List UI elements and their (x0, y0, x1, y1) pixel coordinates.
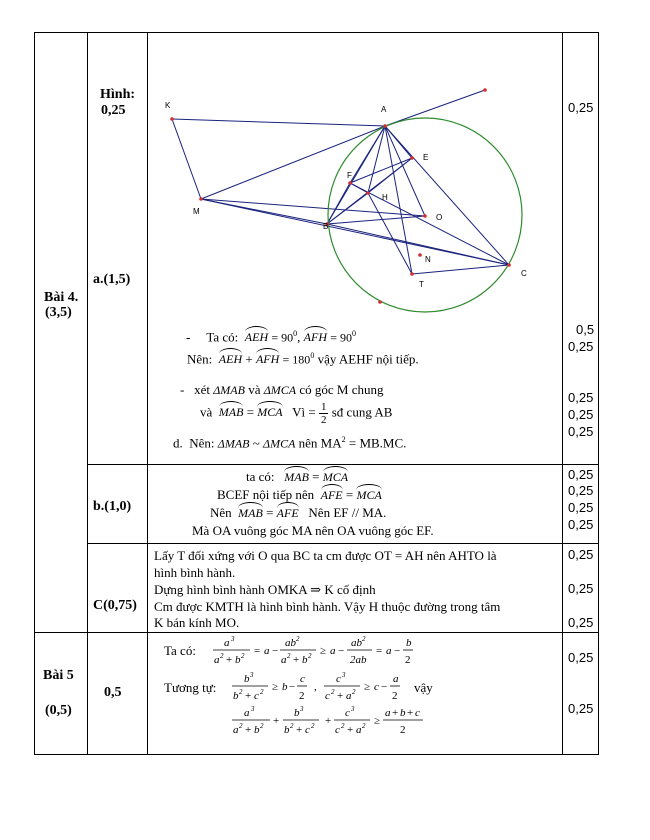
svg-text:3: 3 (300, 705, 304, 713)
plus: + (245, 351, 253, 367)
angle-mab-b: MAB (284, 470, 309, 484)
part-a-score-4: 0,25 (568, 407, 594, 422)
svg-text:3: 3 (231, 635, 235, 643)
svg-text:b: b (302, 654, 308, 666)
bullet-dash: - (186, 329, 191, 345)
segment-EH (368, 158, 412, 193)
svg-text:b: b (235, 654, 241, 666)
svg-text:2: 2 (331, 688, 335, 696)
table-border-bottom (34, 754, 599, 755)
label-F: F (347, 171, 352, 180)
eq-b3: = (266, 505, 274, 520)
svg-text:+: + (407, 707, 414, 719)
deg-c: 0 (310, 351, 315, 360)
col-line-1 (34, 32, 35, 755)
svg-text:≥: ≥ (272, 681, 279, 693)
svg-text:+: + (273, 715, 280, 727)
svg-text:2: 2 (311, 722, 315, 730)
label-H: H (382, 193, 388, 202)
point-R1 (483, 88, 487, 92)
svg-text:b: b (284, 724, 290, 736)
svg-text:+: + (347, 724, 354, 736)
svg-text:b: b (406, 637, 412, 649)
bai5-formula-1 (210, 634, 440, 670)
segment-BC (327, 224, 509, 265)
row-divider-ab (87, 464, 599, 465)
bai5-formula-3 (230, 704, 440, 740)
tri-mca-2: ΔMCA (263, 436, 296, 451)
point-H (366, 191, 370, 195)
label-K: K (165, 101, 171, 110)
angle-aef: AFE (276, 506, 299, 520)
row-divider-bc (87, 543, 599, 544)
label-A: A (381, 105, 387, 114)
svg-text:a: a (281, 654, 287, 666)
vi-text: Vì = (292, 404, 316, 420)
hinh-score: 0,25 (568, 100, 594, 115)
ef-parallel-ma: Nên EF // MA. (308, 505, 387, 520)
part-a-line5 (173, 432, 406, 451)
segment-BH (327, 193, 368, 224)
svg-text:b: b (244, 673, 250, 685)
svg-text:ab: ab (351, 637, 362, 649)
bai5-score-1: 0,25 (568, 650, 594, 665)
point-K (170, 117, 174, 121)
label-O: O (436, 213, 443, 222)
point-R2 (378, 300, 382, 304)
bai5-title: Bài 5 (43, 668, 74, 683)
svg-text:3: 3 (342, 671, 346, 679)
svg-text:−: − (338, 645, 345, 657)
segment-CT (412, 265, 509, 274)
segment-BO (327, 216, 425, 224)
svg-text:3: 3 (251, 705, 255, 713)
nen-ma: nên MA (298, 435, 342, 451)
bai5-score-2: 0,25 (568, 701, 594, 716)
svg-text:a: a (386, 645, 392, 657)
angle-aeh-2: AEH (218, 352, 243, 367)
svg-text:2: 2 (362, 722, 366, 730)
nen-text-2: Nên: (189, 435, 215, 451)
angle-mab-b2: MAB (238, 506, 263, 520)
segment-AF (350, 126, 385, 183)
svg-text:+: + (293, 654, 300, 666)
svg-text:+: + (337, 690, 344, 702)
part-b-score-3: 0,25 (568, 500, 594, 515)
svg-text:b: b (254, 724, 260, 736)
svg-text:a: a (224, 637, 230, 649)
bai5-points: (0,5) (45, 703, 72, 718)
svg-text:2: 2 (362, 635, 366, 643)
part-a-line1 (186, 326, 356, 345)
svg-text:2: 2 (290, 722, 294, 730)
svg-text:2ab: 2ab (350, 654, 367, 666)
eq90-b: = 90 (330, 330, 353, 345)
point-A (383, 124, 387, 128)
svg-text:+: + (392, 707, 399, 719)
label-E: E (423, 153, 429, 162)
svg-text:3: 3 (250, 671, 254, 679)
comma: , (297, 329, 301, 345)
segment-AO (385, 126, 425, 216)
segment-KA (172, 119, 385, 126)
svg-text:2: 2 (220, 652, 224, 660)
part-c-line2: hình bình hành. (154, 565, 236, 580)
svg-text:≥: ≥ (320, 645, 327, 657)
svg-text:+: + (226, 654, 233, 666)
one-half (319, 401, 329, 426)
bai5-tuongtu: Tương tự: (164, 680, 217, 695)
svg-text:2: 2 (260, 688, 264, 696)
sim-sign: ~ (252, 435, 260, 451)
svg-text:2: 2 (239, 688, 243, 696)
svg-text:c: c (336, 673, 341, 685)
svg-text:b: b (400, 707, 406, 719)
svg-text:c: c (345, 707, 350, 719)
svg-text:=: = (376, 645, 383, 657)
sd-cung-text: sđ cung AB (331, 404, 393, 420)
bai5-taco: Ta có: (164, 643, 196, 658)
label-T: T (419, 280, 424, 289)
eq180: = 180 (282, 352, 311, 367)
eq-mbmc: = MB.MC. (348, 435, 407, 451)
part-c-score-2: 0,25 (568, 581, 594, 596)
part-c-line1: Lấy T đối xứng với O qua BC ta cm được OT = AH nên AHTO là (154, 548, 497, 563)
svg-text:2: 2 (299, 690, 305, 702)
svg-text:2: 2 (405, 654, 411, 666)
hinh-points: 0,25 (101, 103, 126, 118)
angle-afh-2: AFH (255, 352, 280, 367)
angle-afe: AFE (320, 488, 343, 502)
svg-text:−: − (289, 681, 296, 693)
svg-text:c: c (415, 707, 420, 719)
svg-text:2: 2 (308, 652, 312, 660)
svg-text:ab: ab (285, 637, 296, 649)
svg-text:a: a (330, 645, 336, 657)
svg-text:a: a (233, 724, 239, 736)
point-O (423, 214, 427, 218)
deg-b: 0 (352, 329, 357, 338)
part-a-score-3: 0,25 (568, 390, 594, 405)
tri-mca: ΔMCA (263, 383, 297, 397)
part-c-line5: K bán kính MO. (154, 615, 240, 630)
bai5-col2: 0,5 (104, 685, 122, 700)
segment-AT (385, 126, 412, 274)
svg-text:c: c (300, 673, 305, 685)
label-B: B (323, 222, 329, 231)
part-c-label: C(0,75) (93, 598, 137, 613)
figure-segments (172, 90, 509, 274)
col-line-4 (562, 32, 563, 755)
point-N (418, 253, 422, 257)
bai5-vay: vậy (414, 680, 433, 695)
row-divider-bai5 (34, 632, 599, 633)
svg-text:2: 2 (287, 652, 291, 660)
d-prefix: d. (173, 435, 183, 451)
part-b-line2 (217, 487, 382, 503)
nen-text: Nên: (187, 351, 213, 367)
svg-text:2: 2 (296, 635, 300, 643)
svg-text:a: a (356, 724, 362, 736)
angle-mab: MAB (218, 405, 244, 420)
angle-aeh: AEH (244, 330, 269, 345)
label-C: C (521, 269, 527, 278)
va-text-2: và (200, 404, 213, 420)
bullet-dash-2: - (180, 382, 185, 397)
part-b-line4: Mà OA vuông góc MA nên OA vuông góc EF. (192, 523, 434, 538)
angle-mca-b2: MCA (356, 488, 382, 502)
angle-mca-b: MCA (322, 470, 349, 484)
part-b-line3 (210, 505, 386, 521)
segment-BF (327, 183, 350, 224)
geometry-figure (150, 80, 560, 320)
col-line-2 (87, 32, 88, 755)
vay-aehf: vậy AEHF nội tiếp. (317, 351, 419, 367)
part-b-score-4: 0,25 (568, 517, 594, 532)
svg-text:b: b (282, 681, 288, 693)
svg-text:c: c (325, 690, 330, 702)
part-a-line3 (180, 382, 383, 398)
svg-text:a: a (346, 690, 352, 702)
svg-text:2: 2 (392, 690, 398, 702)
eq-b1: = (312, 469, 320, 484)
taco-text: Ta có: (206, 329, 239, 345)
svg-text:≥: ≥ (374, 715, 381, 727)
svg-text:2: 2 (352, 688, 356, 696)
svg-text:+: + (245, 724, 252, 736)
part-c-score-1: 0,25 (568, 547, 594, 562)
hinh-label: Hình: (100, 87, 136, 102)
deg-a: 0 (293, 329, 298, 338)
segment-MA (201, 126, 385, 199)
point-M (199, 197, 203, 201)
point-E (410, 156, 414, 160)
half-den: 2 (320, 414, 327, 426)
svg-text:+: + (296, 724, 303, 736)
col-line-5 (598, 32, 599, 755)
svg-text:2: 2 (241, 652, 245, 660)
segment-KM (172, 119, 201, 199)
part-a-score-1: 0,5 (576, 322, 595, 337)
nen-b: Nên (210, 505, 232, 520)
part-b-label: b.(1,0) (93, 499, 132, 514)
segment-AE (385, 126, 412, 158)
svg-text:2: 2 (260, 722, 264, 730)
svg-text:2: 2 (400, 724, 406, 736)
eq-sign: = (246, 404, 255, 420)
eq90-a: = 90 (271, 330, 294, 345)
label-M: M (193, 207, 200, 216)
part-b-score-1: 0,25 (568, 467, 594, 482)
svg-text:a: a (244, 707, 250, 719)
taco-b: ta có: (246, 469, 275, 484)
svg-text:c: c (254, 690, 259, 702)
segment-FE (350, 158, 412, 183)
svg-text:≥: ≥ (364, 681, 371, 693)
svg-text:c: c (335, 724, 340, 736)
label-N: N (425, 255, 431, 264)
svg-text:+: + (245, 690, 252, 702)
bcef-text: BCEF nội tiếp nên (217, 487, 315, 502)
segment-AR1 (385, 90, 485, 126)
point-F (348, 181, 352, 185)
cogoc-text: có góc M chung (299, 382, 384, 397)
svg-text:a: a (385, 707, 391, 719)
svg-text:a: a (264, 645, 270, 657)
svg-text:3: 3 (351, 705, 355, 713)
svg-text:,: , (314, 681, 317, 693)
va-text: và (248, 382, 261, 397)
segment-MO (201, 199, 425, 216)
part-a-label: a.(1,5) (93, 272, 131, 287)
part-a-line2 (187, 348, 419, 367)
svg-text:b: b (233, 690, 239, 702)
svg-text:c: c (374, 681, 379, 693)
svg-text:c: c (305, 724, 310, 736)
point-C (507, 263, 511, 267)
point-T (410, 272, 414, 276)
svg-text:2: 2 (341, 722, 345, 730)
part-c-line4: Cm được KMTH là hình bình hành. Vậy H thuộc đường trong tâm (154, 599, 501, 614)
eq-b2: = (345, 487, 354, 502)
bai4-points: (3,5) (45, 305, 72, 320)
part-b-score-2: 0,25 (568, 483, 594, 498)
bai5-formula-2 (230, 670, 420, 706)
segment-AC (385, 126, 509, 265)
svg-text:−: − (394, 645, 401, 657)
part-c-score-3: 0,25 (568, 615, 594, 630)
col-line-3 (147, 32, 148, 755)
segment-HT (368, 193, 412, 274)
svg-text:−: − (272, 645, 279, 657)
xet-text: xét (194, 382, 210, 397)
svg-text:a: a (214, 654, 220, 666)
svg-text:b: b (294, 707, 300, 719)
part-a-score-2: 0,25 (568, 339, 594, 354)
svg-text:=: = (254, 645, 261, 657)
svg-text:a: a (393, 673, 399, 685)
svg-text:−: − (381, 681, 388, 693)
square: 2 (341, 435, 346, 444)
svg-text:2: 2 (239, 722, 243, 730)
part-a-line4 (200, 401, 392, 433)
angle-mca: MCA (257, 405, 283, 420)
table-border-top (34, 32, 599, 33)
tri-mab-2: ΔMAB (217, 436, 250, 451)
svg-text:+: + (325, 715, 332, 727)
segment-CF (350, 183, 509, 265)
segment-HF (350, 183, 368, 193)
part-c-line3: Dựng hình bình hành OMKA ⇒ K cố định (154, 582, 376, 597)
tri-mab: ΔMAB (213, 383, 245, 397)
part-a-score-5: 0,25 (568, 424, 594, 439)
half-num: 1 (320, 401, 327, 413)
part-b-line1 (246, 469, 348, 485)
angle-afh: AFH (303, 330, 327, 345)
segment-AH (368, 126, 385, 193)
bai4-title: Bài 4. (44, 290, 79, 305)
